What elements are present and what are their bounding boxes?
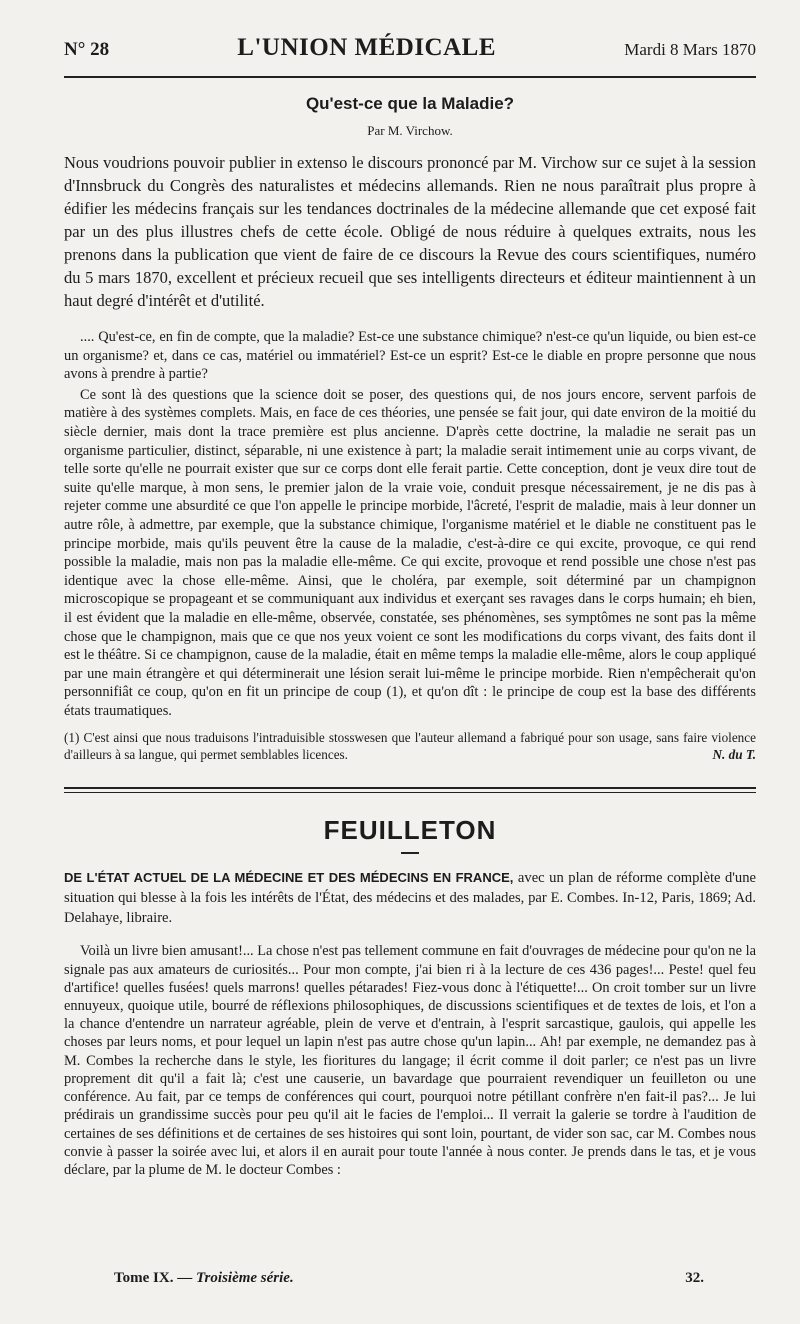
footnote-text: (1) C'est ainsi que nous traduisons l'intraduisible stosswesen que l'auteur allemand a fabriqué pour son usage, sans faire violence d'ailleurs à sa langue, qui permet semblables licences.: [64, 730, 756, 762]
feuilleton-body: [64, 942, 756, 1179]
feuilleton-lead-caps: DE L'ÉTAT ACTUEL DE LA MÉDECINE ET DES MÉDECINS EN FRANCE,: [64, 870, 514, 886]
feuilleton-paragraph: Voilà un livre bien amusant!... La chose n'est pas tellement commune en fait d'ouvrages de médecine pour qu'on ne la signale pas aux amateurs de curiosités... Pour mon compte, j'ai bien ri à la lecture de ces 436 pages!... Peste! quel feu d'artifice! quelles fusées! quels marrons! quelles pétarades! Fiez-vous donc à l'étiquette!... On croit tomber sur un livre ennuyeux, quoique utile, bourré de réflexions philosophiques, de discussions scientifiques et de textes de lois, et l'on a la chance d'entendre un narrateur agréable, plein de verve et d'entrain, à l'esprit sarcastique, gaulois, qui appelle les choses par leurs noms, et pour lequel un lapin n'est pas autre chose qu'un lapin... Ah! par exemple, ne demandez pas à M. Combes la recherche dans le style, les fioritures du langage; il écrit comme il doit parler; ce n'est pas un livre proprement dit qu'il a fait là; c'est une causerie, un bavardage que pourraient revendiquer un feuilleton ou une conférence. Au fait, par ce temps de conférences qui court, pourquoi notre pétillant confrère n'en fait-il pas?... Je lui prédirais un grandissime succès pour peu qu'il ait le facies de l'emploi... Il verrait la galerie se tordre à l'audition de certaines de ses définitions et de certaines de ses histoires qui sont loin, pourtant, de vider son sac, car M. Combes nous convie à passer la soirée avec lui, et alors il en aurait pour toute l'année à nous conter. Je prends dans le tas, et je vous déclare, par la plume de M. le docteur Combes :: [64, 943, 756, 1178]
article-intro: Nous voudrions pouvoir publier in extenso le discours prononcé par M. Virchow sur ce sujet à la session d'Innsbruck du Congrès des naturalistes et médecins allemands. Rien ne nous paraîtrait plus propre à édifier les médecins français sur les tendances doctrinales de la médecine allemande que cet exposé fait par un des plus illustres chefs de cette école. Obligé de nous réduire à quelques extraits, nous les prenons dans la publication que vient de faire de ce discours la Revue des cours scientifiques, numéro du 5 mars 1870, excellent et précieux recueil que ses intelligents directeurs et éditeur maintiennent à un haut degré d'intérêt et d'utilité.: [64, 153, 756, 310]
article-title: Qu'est-ce que la Maladie?: [305, 94, 515, 113]
feuilleton-lead-text: avec un plan de réforme complète d'une situation qui blesse à la fois les intérêts de l'État, des médecins et des malades, par E. Combes. In-12, Paris, 1869; Ad. Delahaye, libraire.: [64, 870, 757, 927]
article-paragraph: .... Qu'est-ce, en fin de compte, que la maladie? Est-ce une substance chimique? n'est-ce qu'un liquide, ou bien est-ce un organisme? et, dans ce cas, matériel ou immatériel? Est-ce un esprit? Est-ce le diable en propre personne que nous avons à prendre à partie?: [64, 329, 756, 383]
footnote: [64, 730, 756, 763]
heading-dash: [401, 852, 419, 854]
page-number: 32.: [685, 1270, 704, 1286]
journal-title: L'UNION MÉDICALE: [237, 34, 497, 61]
article-body: [64, 328, 756, 720]
issue-date: Mardi 8 Mars 1870: [624, 40, 756, 59]
footer-series-label: Troisième série.: [195, 1270, 294, 1286]
feuilleton-heading: FEUILLETON: [323, 815, 497, 846]
masthead: [64, 34, 756, 62]
feuilleton-lead: [64, 868, 756, 928]
article-paragraph: Ce sont là des questions que la science doit se poser, des questions qui, de nos jours encore, servent parfois de matière à des systèmes complets. Mais, en face de ces théories, une pensée se fait jour, qui date environ de la moitié du siècle dernier, mais dont la trace première est plus ancienne. D'après cette doctrine, la maladie ne serait pas un organisme particulier, distinct, séparable, ni une existence à part; la maladie serait intimement unie au corps vivant, de telle sorte qu'elle ne pourrait exister que sur ce corps dont elle ferait partie. Cette conception, dont je veux dire tout de suite qu'elle marque, à mon sens, le premier jalon de la vraie voie, conduit presque nécessairement, je ne dis pas à rejeter comme une absurdité ce que l'on appelle le principe morbide, l'âcreté, l'esprit de maladie, mais à leur donner un autre rôle, à admettre, par exemple, que la substance chimique, l'organisme matériel et le diable ne constituent pas le principe morbide, mais qu'ils peuvent être la cause de la maladie, c'est-à-dire ce qui excite, provoque, ce qui rend possible la maladie, mais non pas la maladie elle-même. Ce qui excite, provoque et rend possible une chose n'est pas identique avec la chose elle-même. Ainsi, que le choléra, par exemple, soit déterminé par un champignon microscopique se propageant et se communiquant aux individus et exerçant ses ravages dans le corps humain; eh bien, il est évident que la maladie en elle-même, observée, constatée, ses phénomènes, ses symptômes ne sont pas la même chose que le champignon, mais que ce que nos yeux voient ce sont les modifications du corps vivant, des faits dont il est le théâtre. Si ce champignon, cause de la maladie, était en même temps la maladie elle-même, alors le coup appliqué par une main étrangère et qui déterminerait une lésion serait lui-même le principe morbide. Rien n'empêcherait qu'on personnifiât ce coup, qu'on en fit un principe de coup (1), et qu'on dît : le principe de coup est la base des différents états traumatiques.: [64, 386, 756, 719]
section-divider-thin: [64, 792, 756, 793]
footer-series: Tome IX. — Troisième série.: [114, 1270, 294, 1286]
article-byline: Par M. Virchow.: [367, 123, 453, 138]
masthead-rule: [64, 76, 756, 78]
issue-number: N° 28: [64, 39, 110, 60]
section-divider: [64, 787, 756, 789]
page-footer: [114, 1270, 704, 1287]
footnote-signature: N. du T.: [712, 746, 756, 762]
footer-volume: Tome IX.: [114, 1270, 174, 1286]
